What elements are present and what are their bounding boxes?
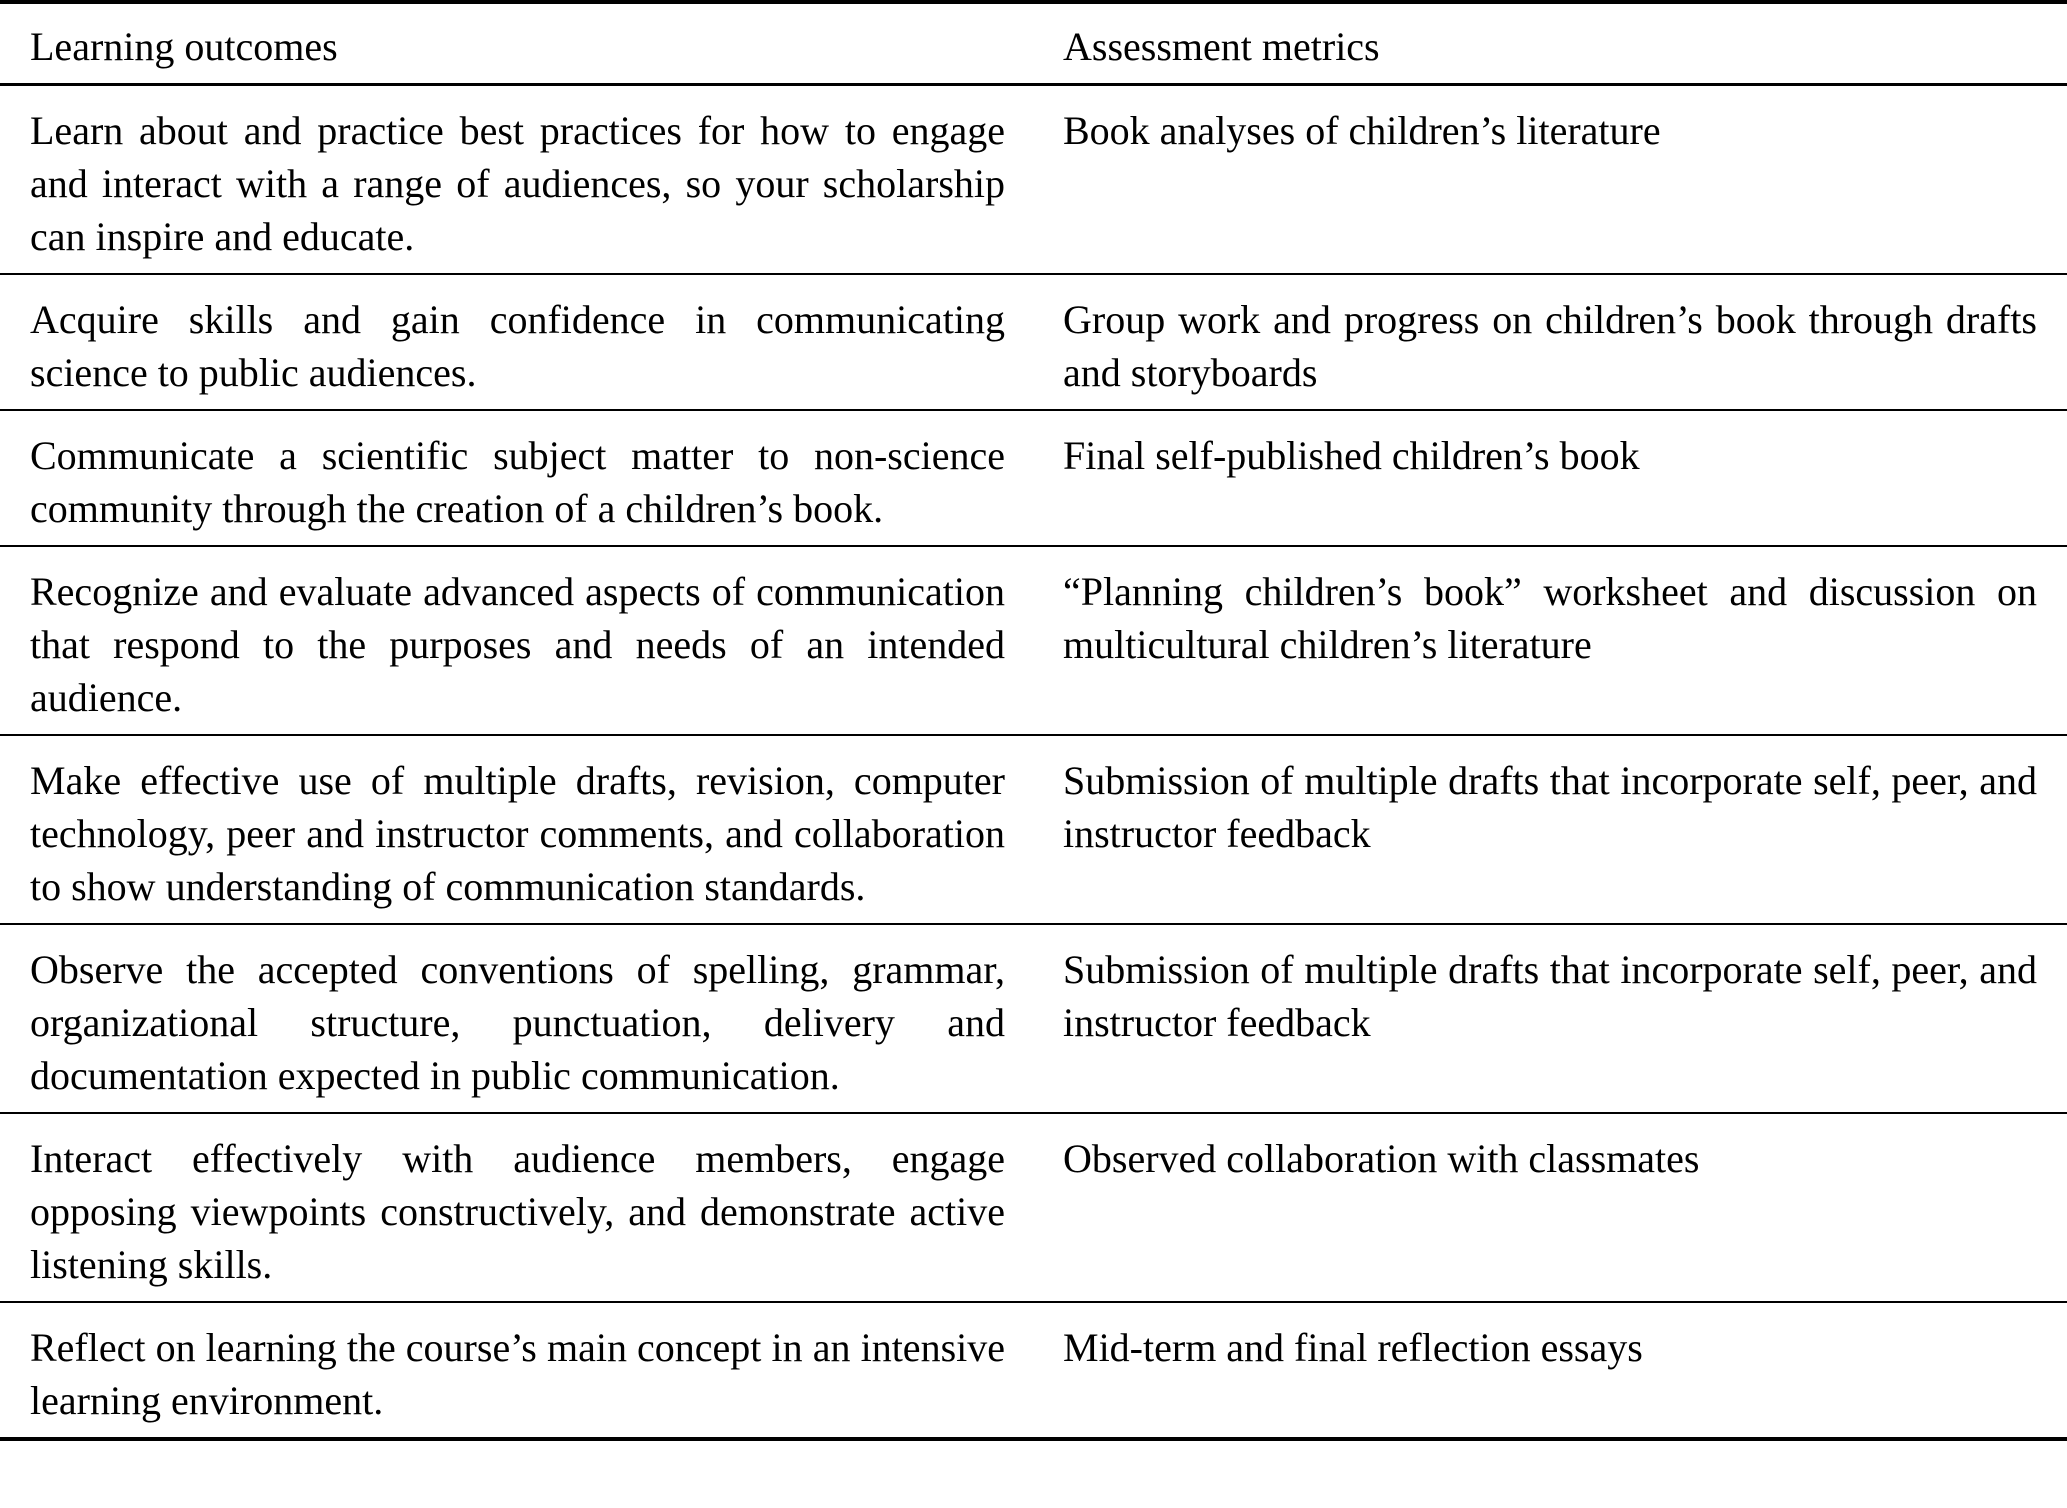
assessment-metric-cell: Book analyses of children’s literature <box>1063 108 1661 153</box>
table-row <box>0 410 2067 546</box>
assessment-metric-cell: Submission of multiple drafts that incorporate self, peer, and instructor feedback <box>1063 758 2037 856</box>
table-header-row <box>0 2 2067 85</box>
column-header-assessment-metrics: Assessment metrics <box>1063 24 1380 69</box>
table-row <box>0 85 2067 275</box>
assessment-metric-cell: Observed collaboration with classmates <box>1063 1136 1700 1181</box>
table-row <box>0 735 2067 924</box>
assessment-metric-cell: “Planning children’s book” worksheet and discussion on multicultural children’s literature <box>1063 569 2037 667</box>
learning-outcome-cell: Make effective use of multiple drafts, revision, computer technology, peer and instructor comments, and collaboration to show understanding of communication standards. <box>30 758 1005 909</box>
table-row <box>0 274 2067 410</box>
assessment-metric-cell: Mid-term and final reflection essays <box>1063 1325 1643 1370</box>
table-row <box>0 1302 2067 1439</box>
learning-outcome-cell: Interact effectively with audience members, engage opposing viewpoints constructively, and demonstrate active listening skills. <box>30 1136 1005 1287</box>
learning-outcome-cell: Recognize and evaluate advanced aspects of communication that respond to the purposes and needs of an intended audience. <box>30 569 1005 720</box>
table-row <box>0 1113 2067 1302</box>
learning-outcome-cell: Learn about and practice best practices for how to engage and interact with a range of audiences, so your scholarship can inspire and educate. <box>30 108 1005 259</box>
assessment-metric-cell: Final self-published children’s book <box>1063 433 1640 478</box>
learning-outcome-cell: Acquire skills and gain confidence in communicating science to public audiences. <box>30 297 1005 395</box>
learning-outcome-cell: Communicate a scientific subject matter to non-science community through the creation of a children’s book. <box>30 433 1005 531</box>
table-row <box>0 924 2067 1113</box>
assessment-metric-cell: Group work and progress on children’s book through drafts and storyboards <box>1063 297 2037 395</box>
learning-outcome-cell: Reflect on learning the course’s main concept in an intensive learning environment. <box>30 1325 1005 1423</box>
column-header-learning-outcomes: Learning outcomes <box>30 24 338 69</box>
assessment-metric-cell: Submission of multiple drafts that incorporate self, peer, and instructor feedback <box>1063 947 2037 1045</box>
learning-outcome-cell: Observe the accepted conventions of spelling, grammar, organizational structure, punctuation, delivery and documentation expected in public communication. <box>30 947 1005 1098</box>
table-row <box>0 546 2067 735</box>
